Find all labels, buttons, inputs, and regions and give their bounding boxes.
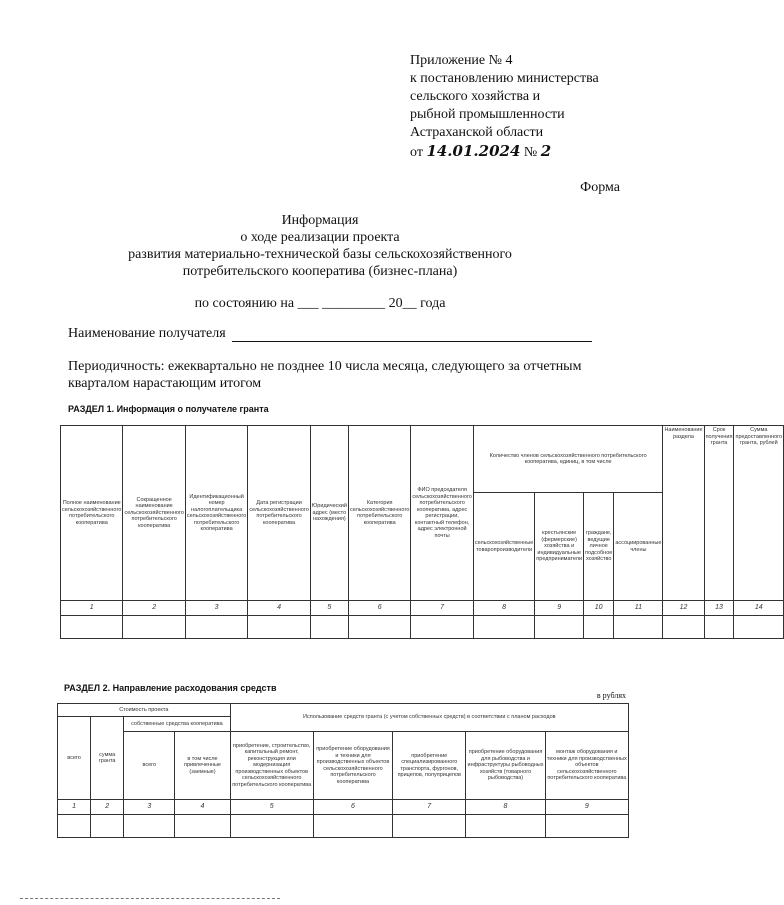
- table-cell: [175, 815, 230, 838]
- table-cell: [663, 616, 704, 639]
- col-header: приобретение оборудования для рыбоводства и инфраструктуры рыбоводных хозяйств (товарного рыбоводства): [466, 732, 545, 800]
- footer-divider: [20, 898, 280, 899]
- col-number: 11: [614, 601, 663, 616]
- title-line: развития материально-технической базы сельскохозяйственного: [128, 247, 512, 262]
- sub-col-header: граждане, ведущие личное подсобное хозяйство: [584, 493, 614, 601]
- document-title: [0, 212, 640, 280]
- table-cell: [734, 616, 784, 639]
- own-funds-header: собственные средства кооператива: [124, 717, 230, 732]
- table-cell: [411, 616, 473, 639]
- periodicity-block: [68, 358, 628, 392]
- date-prefix: от: [410, 145, 423, 160]
- col-header: сумма гранта: [91, 717, 124, 800]
- col-header: всего: [58, 717, 91, 800]
- col-header: Наименование раздела: [663, 426, 704, 601]
- sub-col-header: крестьянские (фермерские) хозяйства и индивидуальные предприниматели: [535, 493, 584, 601]
- appendix-block: [410, 52, 635, 162]
- col-header: Категория сельскохозяйственного потребительского кооператива: [348, 426, 410, 601]
- table-cell: [58, 815, 91, 838]
- col-header: Идентификационный номер налогоплательщика сельскохозяйственного потребительского кооператива: [185, 426, 247, 601]
- table-row: [61, 616, 784, 639]
- appendix-line: рыбной промышленности: [410, 107, 565, 122]
- col-number: 1: [58, 800, 91, 815]
- table-cell: [614, 616, 663, 639]
- table-cell: [393, 815, 466, 838]
- col-number: 3: [124, 800, 175, 815]
- table-cell: [348, 616, 410, 639]
- section1-table: [60, 425, 784, 639]
- appendix-line: Астраханской области: [410, 125, 544, 140]
- col-number: 14: [734, 601, 784, 616]
- table-cell: [123, 616, 185, 639]
- periodicity-label: Периодичность:: [68, 359, 165, 374]
- sub-col-header: сельскохозяйственные товаропроизводители: [473, 493, 534, 601]
- col-number: 3: [185, 601, 247, 616]
- unit-label: в рублях: [596, 691, 626, 700]
- col-number: 2: [91, 800, 124, 815]
- status-date-line: по состоянию на ___ _________ 20__ года: [194, 296, 446, 311]
- table-cell: [584, 616, 614, 639]
- recipient-field: [68, 326, 592, 342]
- col-number: 7: [393, 800, 466, 815]
- cost-header: Стоимость проекта: [58, 704, 231, 717]
- col-number: 8: [466, 800, 545, 815]
- col-number: 13: [704, 601, 734, 616]
- table-cell: [473, 616, 534, 639]
- title-line: потребительского кооператива (бизнес-плана): [182, 264, 458, 279]
- col-number: 6: [348, 601, 410, 616]
- recipient-blank-line: [232, 327, 592, 342]
- col-header: всего: [124, 732, 175, 800]
- col-number: 10: [584, 601, 614, 616]
- col-header: в том числе привлеченные (заемные): [175, 732, 230, 800]
- form-label: Форма: [580, 180, 620, 195]
- col-number: 7: [411, 601, 473, 616]
- col-number: 6: [313, 800, 392, 815]
- table-cell: [124, 815, 175, 838]
- col-number: 8: [473, 601, 534, 616]
- table-cell: [545, 815, 628, 838]
- handwritten-number: 2: [540, 142, 552, 160]
- usage-header: Использование средств гранта (с учетом собственных средств) в соответствии с планом расходов: [230, 704, 628, 732]
- col-header: Срок получения гранта: [704, 426, 734, 601]
- table-cell: [185, 616, 247, 639]
- sub-col-header: ассоциированные члены: [614, 493, 663, 601]
- col-number: 5: [230, 800, 313, 815]
- col-header: Дата регистрации сельскохозяйственного потребительского кооператива: [248, 426, 310, 601]
- recipient-label: Наименование получателя: [68, 326, 226, 341]
- col-header: Сокращенное наименование сельскохозяйственного потребительского кооператива: [123, 426, 185, 601]
- col-header: Полное наименование сельскохозяйственного потребительского кооператива: [61, 426, 123, 601]
- appendix-line: Приложение № 4: [410, 53, 513, 68]
- table-cell: [310, 616, 348, 639]
- col-number: 12: [663, 601, 704, 616]
- col-header: ФИО председателя сельскохозяйственного потребительского кооператива, адрес регистрации, контактный телефон, адрес электронной почты: [411, 426, 473, 601]
- col-number: 9: [535, 601, 584, 616]
- members-header: Количество членов сельскохозяйственного потребительского кооператива, единиц, в том числе: [473, 426, 663, 493]
- appendix-line: к постановлению министерства: [410, 71, 599, 86]
- handwritten-date: 14.01.2024: [426, 142, 521, 160]
- table-cell: [248, 616, 310, 639]
- col-header: Сумма предоставленного гранта, рублей: [734, 426, 784, 601]
- section2-table: [57, 703, 629, 838]
- table-cell: [704, 616, 734, 639]
- table-cell: [313, 815, 392, 838]
- appendix-line: сельского хозяйства и: [410, 89, 541, 104]
- table-cell: [466, 815, 545, 838]
- col-number: 9: [545, 800, 628, 815]
- col-header: Юридический адрес (место нахождения): [310, 426, 348, 601]
- col-number: 5: [310, 601, 348, 616]
- table-cell: [535, 616, 584, 639]
- col-number: 4: [175, 800, 230, 815]
- table-cell: [230, 815, 313, 838]
- title-line: о ходе реализации проекта: [240, 230, 400, 245]
- col-header: приобретение оборудования и техники для производственных объектов сельскохозяйственного потребительского кооператива: [313, 732, 392, 800]
- number-label: №: [523, 145, 538, 160]
- title-line: Информация: [281, 213, 359, 228]
- col-header: приобретение специализированного транспорта, фургонов, прицепов, полуприцепов: [393, 732, 466, 800]
- col-header: монтаж оборудования и техники для производственных объектов сельскохозяйственного потребительского кооператива: [545, 732, 628, 800]
- appendix-date-line: [410, 142, 635, 162]
- col-header: приобретение, строительство, капитальный ремонт, реконструкция или модернизация производственных объектов сельскохозяйственного потребительского кооператива: [230, 732, 313, 800]
- col-number: 1: [61, 601, 123, 616]
- col-number: 2: [123, 601, 185, 616]
- section2-title: РАЗДЕЛ 2. Направление расходования средств: [64, 683, 277, 693]
- table-row: [58, 815, 629, 838]
- table-cell: [91, 815, 124, 838]
- table-cell: [61, 616, 123, 639]
- section1-title: РАЗДЕЛ 1. Информация о получателе гранта: [68, 404, 269, 414]
- periodicity-text: ежеквартально не позднее 10 числа месяца, следующего за отчетным кварталом нарастающим итогом: [68, 359, 582, 391]
- col-number: 4: [248, 601, 310, 616]
